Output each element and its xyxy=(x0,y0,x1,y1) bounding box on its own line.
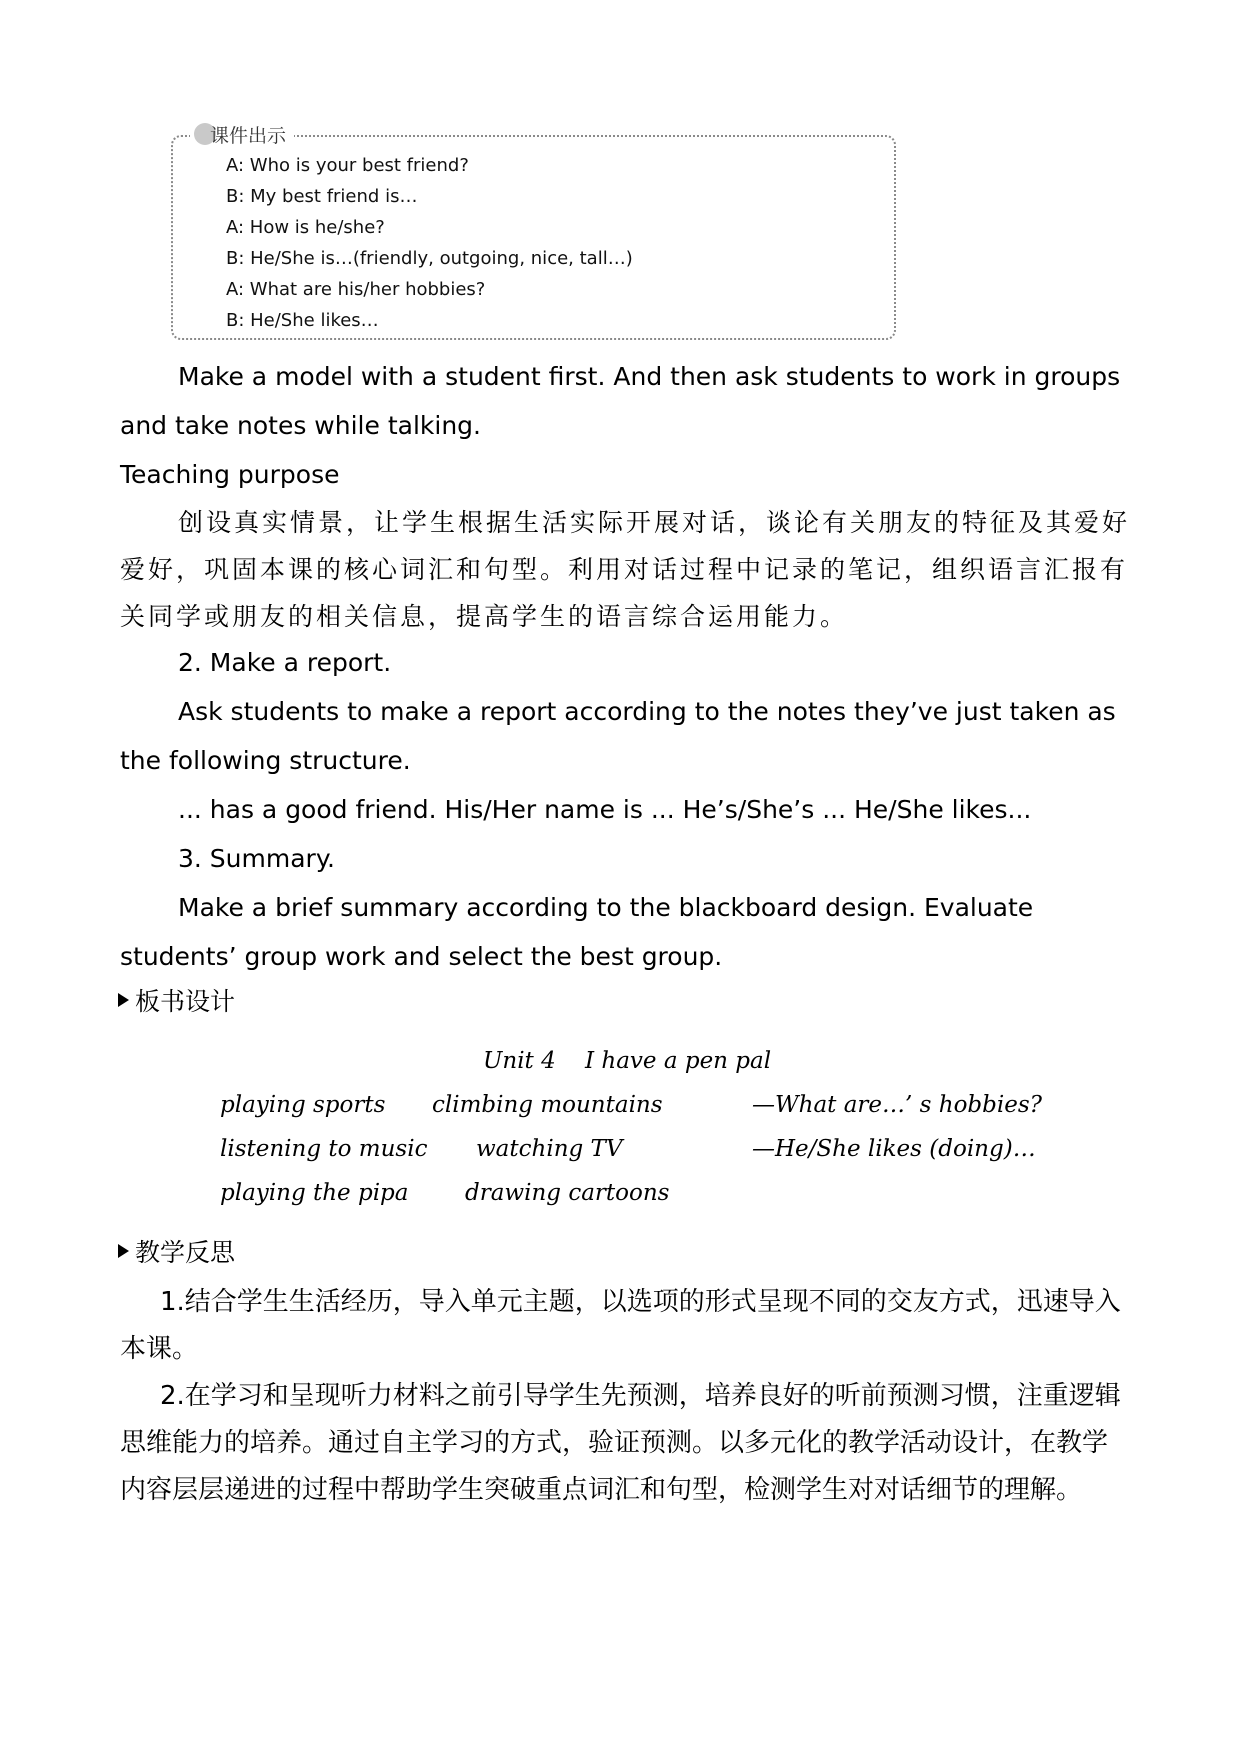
blackboard-title: Unit 4 I have a pen pal xyxy=(483,1048,772,1074)
blackboard-sentence: —He/She likes (doing)… xyxy=(752,1136,1036,1162)
courseware-label xyxy=(190,119,294,149)
reflection-item-1: 1.结合学生生活经历，导入单元主题，以选项的形式呈现不同的交友方式，迅速导入本课。 xyxy=(120,1287,1121,1364)
step3-title: 3. Summary. xyxy=(178,844,335,873)
blackboard-phrase: watching TV xyxy=(476,1136,623,1162)
reflection-heading-text: 教学反思 xyxy=(135,1238,236,1267)
blackboard-sentence: —What are…’ s hobbies? xyxy=(752,1092,1042,1118)
reflection-heading xyxy=(118,1233,235,1269)
dialogue-line: A: Who is your best friend? xyxy=(226,155,469,176)
blackboard-heading-text: 板书设计 xyxy=(135,987,236,1016)
purpose-heading: Teaching purpose xyxy=(120,460,340,489)
reflection-item-2: 2.在学习和呈现听力材料之前引导学生先预测，培养良好的听前预测习惯，注重逻辑思维能力的培养。通过自主学习的方式，验证预测。以多元化的教学活动设计，在教学内容层层递进的过程中帮助学生突破重点词汇和句型，检测学生对对话细节的理解。 xyxy=(120,1381,1121,1505)
dialogue-line: A: What are his/her hobbies? xyxy=(226,279,486,300)
step3-paragraph: Make a brief summary according to the blackboard design. Evaluate students’ group work and select the best group. xyxy=(120,893,1034,971)
blackboard-phrase: listening to music xyxy=(220,1136,428,1162)
blackboard-phrase: climbing mountains xyxy=(432,1092,663,1118)
step2-paragraph: Ask students to make a report according to the notes they’ve just taken as the following structure. xyxy=(120,697,1116,775)
step2-title: 2. Make a report. xyxy=(178,648,392,677)
dialogue-list xyxy=(226,150,633,336)
triangle-bullet-icon xyxy=(118,993,129,1007)
dialogue-line: A: How is he/she? xyxy=(226,217,385,238)
blackboard-phrase: drawing cartoons xyxy=(465,1180,670,1206)
model-paragraph: Make a model with a student first. And then ask students to work in groups and take notes while talking. xyxy=(120,362,1121,440)
dialogue-line: B: He/She likes… xyxy=(226,310,379,331)
blackboard-heading xyxy=(118,982,235,1018)
blackboard-phrase: playing the pipa xyxy=(220,1180,409,1206)
dialogue-line: B: He/She is…(friendly, outgoing, nice, tall…) xyxy=(226,248,633,269)
courseware-label-text: 课件出示 xyxy=(210,124,287,147)
purpose-paragraph: 创设真实情景，让学生根据生活实际开展对话，谈论有关朋友的特征及其爱好爱好，巩固本课的核心词汇和句型。利用对话过程中记录的笔记，组织语言汇报有关同学或朋友的相关信息，提高学生的语言综合运用能力。 xyxy=(120,508,1131,631)
triangle-bullet-icon xyxy=(118,1244,129,1258)
blackboard-phrase: playing sports xyxy=(220,1092,386,1118)
dialogue-line: B: My best friend is… xyxy=(226,186,418,207)
step2-structure: ... has a good friend. His/Her name is ... He’s/She’s ... He/She likes... xyxy=(178,795,1032,824)
